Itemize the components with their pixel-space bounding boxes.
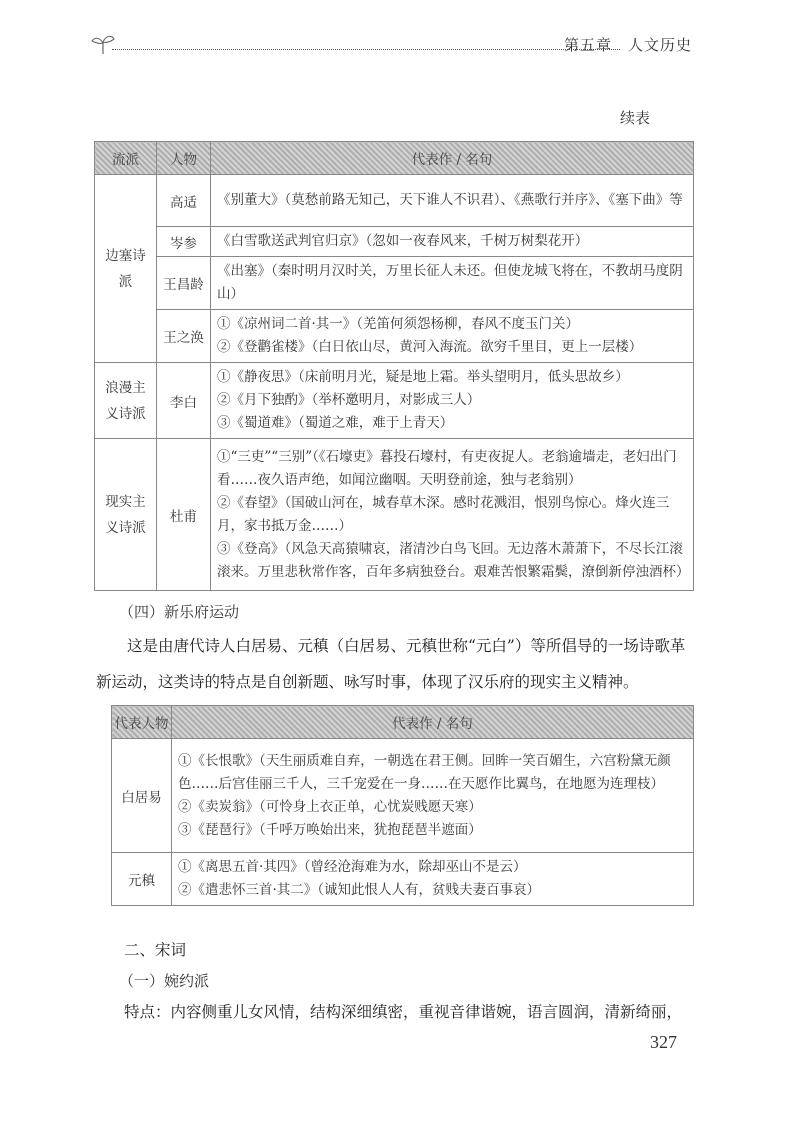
work-line: ③《登高》（风急天高猿啸哀，渚清沙白鸟飞回。无边落木萧萧下，不尽长江滚滚来。万里悲秋常作客，百年多病独登台。艰难苦恨繁霜鬓，潦倒新停浊酒杯）: [217, 540, 690, 580]
table-row: [95, 175, 694, 227]
work-line: ②《遣悲怀三首·其二》（诚知此恨人人有，贫贱夫妻百事哀）: [178, 882, 541, 898]
table-header-row: [95, 142, 694, 175]
subsection-heading-wanyue: （一）婉约派: [119, 972, 210, 990]
work-line: ①《长恨歌》（天生丽质难自弃，一朝选在君王侧。回眸一笑百媚生，六宫粉黛无颜色……后宫佳丽三千人，三千宠爱在一身……在天愿作比翼鸟，在地愿为连理枝）: [178, 752, 671, 792]
running-header: [90, 28, 700, 62]
sprout-icon: [90, 30, 116, 56]
table-row: [112, 739, 694, 853]
work-line: 《别董大》（莫愁前路无知己，天下谁人不识君）、《燕歌行并序》、《塞下曲》等: [217, 192, 683, 208]
header-works: 代表作 / 名句: [211, 142, 694, 175]
xinyuefu-table: [111, 705, 694, 906]
header-author: 代表人物: [112, 706, 172, 739]
poetry-schools-table: [94, 141, 694, 591]
table-header-row: [112, 706, 694, 739]
table-row: [112, 853, 694, 906]
table-row: [95, 310, 694, 363]
school-cell: 现实主义诗派: [95, 439, 157, 591]
work-line: ②《月下独酌》（举杯邀明月，对影成三人）: [217, 392, 481, 408]
works-cell: [211, 227, 694, 257]
works-cell: [172, 739, 694, 853]
work-line: 《出塞》（秦时明月汉时关，万里长征人未还。但使龙城飞将在，不教胡马度阴山）: [217, 263, 683, 302]
table-row: [95, 257, 694, 310]
author-cell: 高适: [157, 175, 211, 227]
school-cell: 浪漫主义诗派: [95, 363, 157, 439]
continued-label: 续表: [620, 109, 651, 127]
work-line: ②《春望》（国破山河在，城春草木深。感时花溅泪，恨别鸟惊心。烽火连三月，家书抵万金……）: [217, 494, 670, 534]
school-cell: 边塞诗派: [95, 175, 157, 363]
works-cell: [211, 363, 694, 439]
paragraph-wanyue: 特点：内容侧重儿女风情，结构深细缜密，重视音律谐婉，语言圆润，清新绮丽，: [124, 1003, 683, 1021]
section-heading-xinyuefu: （四）新乐府运动: [119, 603, 240, 621]
author-cell: 岑参: [157, 227, 211, 257]
works-cell: [211, 310, 694, 363]
work-line: ③《蜀道难》（蜀道之难，难于上青天）: [217, 415, 454, 431]
section-heading-songci: 二、宋词: [124, 941, 187, 959]
chapter-title: 第五章 人文历史: [563, 36, 692, 54]
table-row: [95, 439, 694, 591]
table-row: [95, 363, 694, 439]
works-cell: [211, 439, 694, 591]
author-cell: 杜甫: [157, 439, 211, 591]
header-rule: [112, 49, 620, 50]
table-row: [95, 227, 694, 257]
author-cell: 元稹: [112, 853, 172, 906]
author-cell: 李白: [157, 363, 211, 439]
page-number: 327: [650, 1032, 677, 1052]
work-line: ③《琵琶行》（千呼万唤始出来，犹抱琵琶半遮面）: [178, 821, 482, 838]
work-line: ①《静夜思》（床前明月光，疑是地上霜。举头望明月，低头思故乡）: [217, 369, 629, 385]
works-cell: [172, 853, 694, 906]
work-line: 《白雪歌送武判官归京》（忽如一夜春风来，千树万树梨花开）: [217, 233, 589, 249]
work-line: ①《离思五首·其四》（曾经沧海难为水，除却巫山不是云）: [178, 859, 527, 875]
works-cell: [211, 257, 694, 310]
work-line: ①《凉州词二首·其一》（羌笛何须怨杨柳，春风不度玉门关）: [217, 316, 580, 332]
author-cell: 王之涣: [157, 310, 211, 363]
paragraph-xinyuefu: 这是由唐代诗人白居易、元稹（白居易、元稹世称“元白”）等所倡导的一场诗歌革新运动，这类诗的特点是自创新题、咏写时事，体现了汉乐府的现实主义精神。: [96, 637, 686, 691]
work-line: ②《登鹳雀楼》（白日依山尽，黄河入海流。欲穷千里目，更上一层楼）: [217, 339, 643, 355]
author-cell: 白居易: [112, 739, 172, 853]
header-author: 人物: [157, 142, 211, 175]
work-line: ①“三吏”“三别”（《石壕吏》暮投石壕村，有吏夜捉人。老翁逾墙走，老妇出门看……夜久语声绝，如闻泣幽咽。天明登前途，独与老翁别）: [217, 448, 677, 488]
works-cell: [211, 175, 694, 227]
header-works: 代表作 / 名句: [172, 706, 694, 739]
author-cell: 王昌龄: [157, 257, 211, 310]
work-line: ②《卖炭翁》（可怜身上衣正单，心忧炭贱愿天寒）: [178, 798, 482, 815]
header-school: 流派: [95, 142, 157, 175]
